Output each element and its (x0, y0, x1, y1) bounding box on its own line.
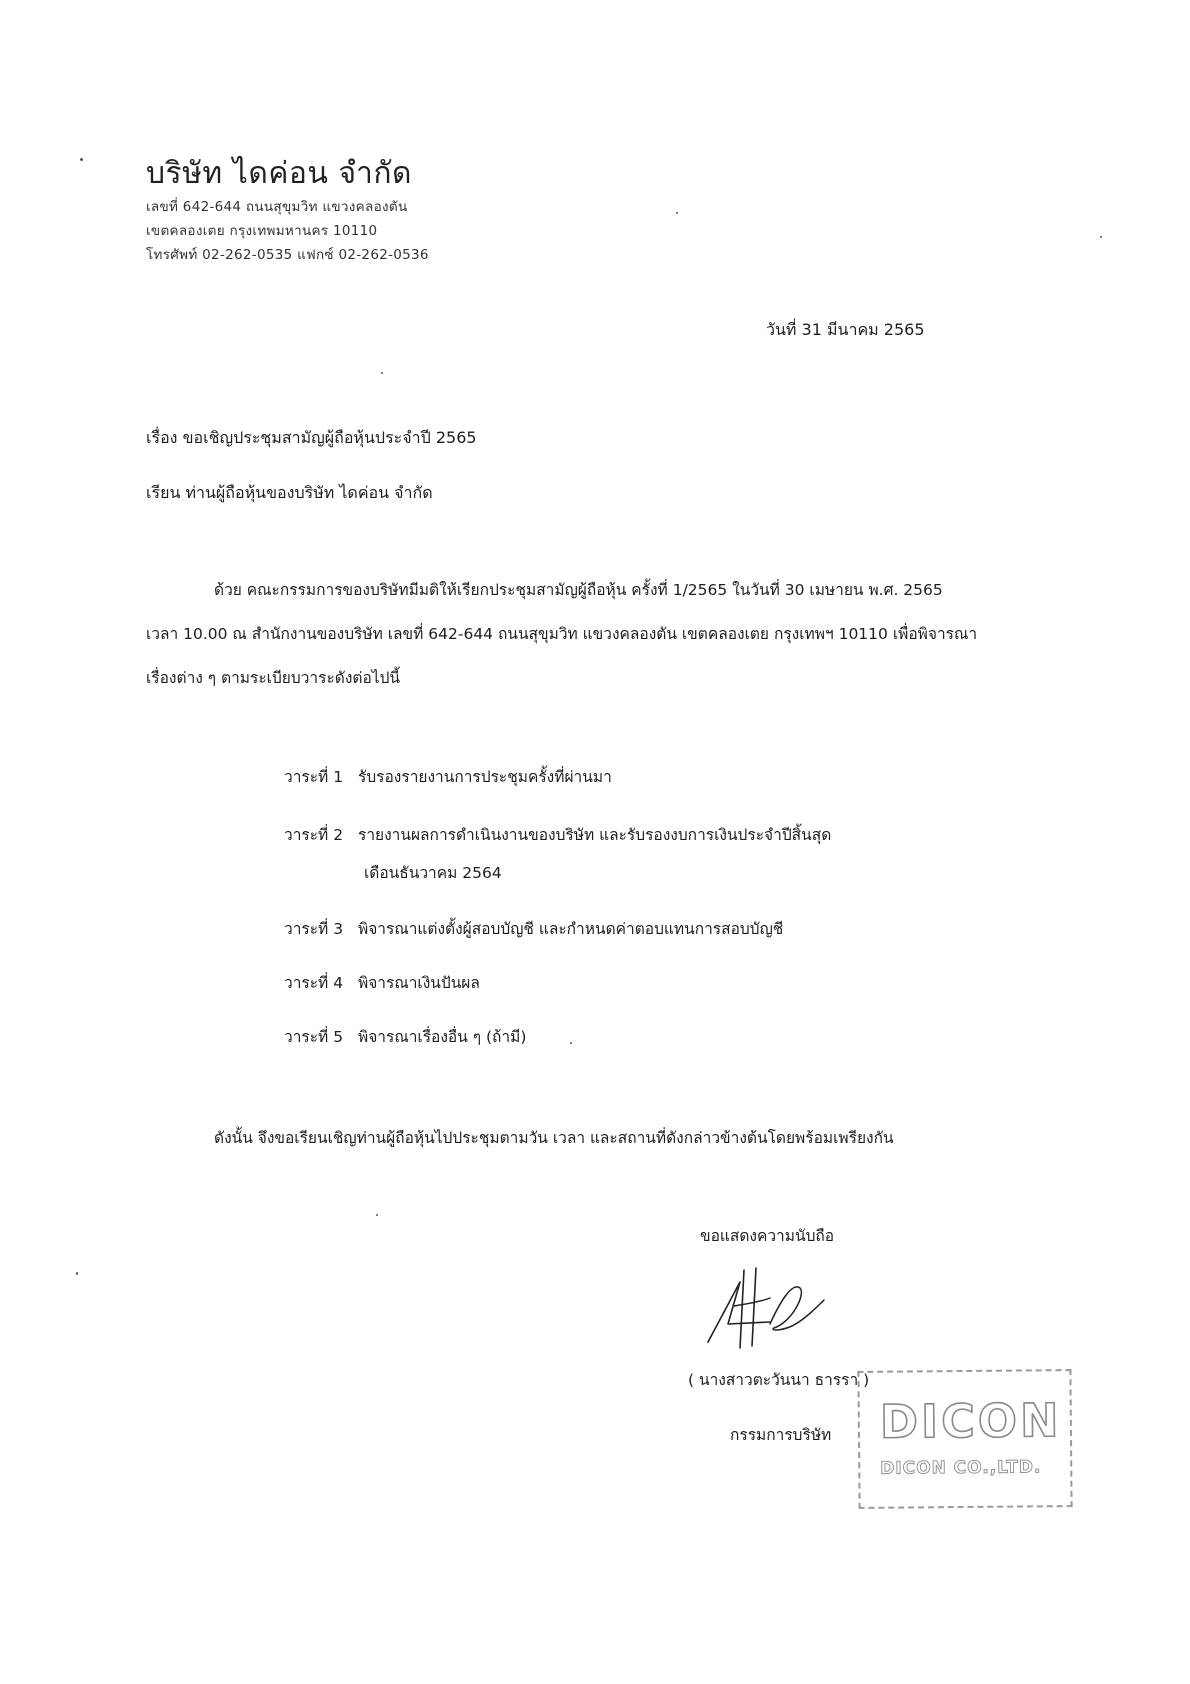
company-name: บริษัท ไดค่อน จำกัด (146, 156, 413, 191)
agenda-label-2: วาระที่ 2 (284, 826, 344, 844)
handwritten-signature (700, 1262, 830, 1352)
agenda-text-4: พิจารณาเงินปันผล (358, 974, 480, 992)
agenda-label-4: วาระที่ 4 (284, 974, 344, 992)
company-address-line-1: เลขที่ 642-644 ถนนสุขุมวิท แขวงคลองตัน (146, 199, 408, 215)
letter-date: วันที่ 31 มีนาคม 2565 (766, 320, 925, 339)
body-line-2: เวลา 10.00 ณ สำนักงานของบริษัท เลขที่ 642-644 ถนนสุขุมวิท แขวงคลองตัน เขตคลองเตย กรุงเทพฯ 10110 เพื่อพิจารณา (146, 625, 978, 643)
scan-speck (76, 1272, 78, 1275)
stamp-main-text: DICON (879, 1393, 1062, 1449)
agenda-label-1: วาระที่ 1 (284, 768, 344, 786)
company-contact-line: โทรศัพท์ 02-262-0535 แฟกซ์ 02-262-0536 (146, 247, 429, 263)
agenda-text-2: รายงานผลการดำเนินงานของบริษัท และรับรองงบการเงินประจำปีสิ้นสุด (358, 826, 832, 844)
agenda-text-3: พิจารณาแต่งตั้งผู้สอบบัญชี และกำหนดค่าตอบแทนการสอบบัญชี (358, 920, 784, 938)
agenda-text-5: พิจารณาเรื่องอื่น ๆ (ถ้ามี) (358, 1028, 527, 1046)
stamp-sub-text: DICON CO.,LTD. (880, 1457, 1042, 1479)
body-line-3: เรื่องต่าง ๆ ตามระเบียบวาระดังต่อไปนี้ (146, 669, 401, 687)
scan-speck (381, 372, 383, 374)
agenda-text-1: รับรองรายงานการประชุมครั้งที่ผ่านมา (358, 768, 612, 786)
closing-line: ดังนั้น จึงขอเรียนเชิญท่านผู้ถือหุ้นไปประชุมตามวัน เวลา และสถานที่ดังกล่าวข้างต้นโดยพร้อมเพรียงกัน (214, 1129, 894, 1147)
scan-speck (570, 1042, 572, 1044)
scan-speck (676, 212, 678, 214)
agenda-label-3: วาระที่ 3 (284, 920, 344, 938)
regards-line: ขอแสดงความนับถือ (700, 1227, 835, 1245)
company-stamp (857, 1369, 1072, 1509)
agenda-text-2-continued: เดือนธันวาคม 2564 (364, 864, 502, 882)
scan-speck (376, 1214, 378, 1216)
company-address-line-2: เขตคลองเตย กรุงเทพมหานคร 10110 (146, 223, 378, 239)
signer-name: ( นางสาวตะวันนา ธารรา ) (688, 1371, 870, 1389)
letter-subject: เรื่อง ขอเชิญประชุมสามัญผู้ถือหุ้นประจำปี 2565 (146, 428, 477, 447)
agenda-label-5: วาระที่ 5 (284, 1028, 344, 1046)
scan-speck (1100, 236, 1102, 238)
letter-recipient: เรียน ท่านผู้ถือหุ้นของบริษัท ไดค่อน จำกัด (146, 483, 433, 502)
signer-role: กรรมการบริษัท (730, 1426, 832, 1444)
body-line-1: ด้วย คณะกรรมการของบริษัทมีมติให้เรียกประชุมสามัญผู้ถือหุ้น ครั้งที่ 1/2565 ในวันที่ 30 เมษายน พ.ศ. 2565 (214, 581, 943, 599)
scan-speck (80, 158, 83, 161)
